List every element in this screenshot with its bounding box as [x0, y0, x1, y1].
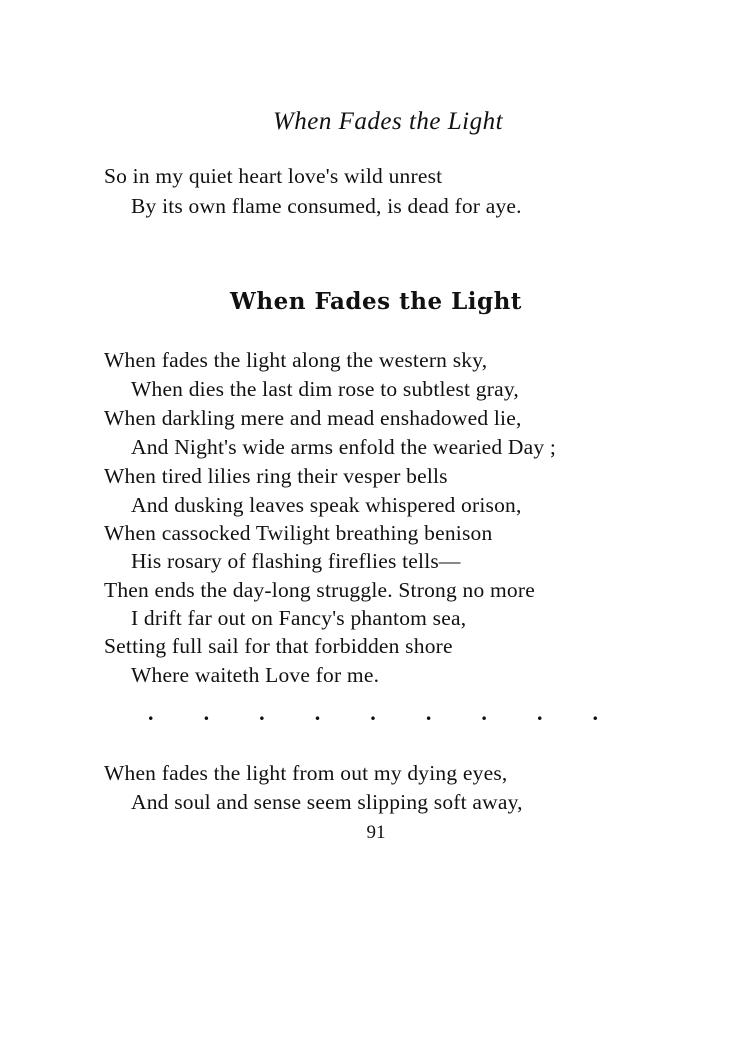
ellipsis-dot: .: [425, 700, 432, 725]
page-number: 91: [366, 822, 386, 843]
poem-line: And Night's wide arms enfold the wearied Day ;: [131, 435, 557, 459]
ellipsis-dot: .: [314, 700, 321, 725]
poem-line: When fades the light along the western sky,: [104, 348, 488, 372]
poem-line: When dies the last dim rose to subtlest gray,: [131, 377, 519, 401]
poem-line: His rosary of flashing fireflies tells—: [131, 549, 461, 573]
poem-line: Where waiteth Love for me.: [131, 663, 380, 687]
ellipsis-dot: .: [370, 700, 376, 725]
poem-line: When fades the light from out my dying eyes,: [104, 761, 508, 785]
ellipsis-dot: .: [203, 700, 210, 725]
ellipsis-dot: .: [592, 700, 598, 725]
poem-line: And soul and sense seem slipping soft away,: [131, 790, 523, 814]
poem-line: When darkling mere and mead enshadowed lie,: [104, 406, 522, 430]
ellipsis-dot: .: [259, 700, 265, 725]
running-head: When Fades the Light: [272, 108, 504, 135]
poem-line: When cassocked Twilight breathing benison: [104, 521, 493, 545]
ellipsis-dot: .: [481, 700, 487, 725]
poem-line: When tired lilies ring their vesper bells: [104, 464, 448, 488]
preceding-stanza-line: By its own flame consumed, is dead for aye.: [131, 194, 522, 218]
poem-title: When Fades the Light: [230, 288, 522, 315]
stanza-break-ellipsis: [148, 700, 598, 730]
poem-line: Setting full sail for that forbidden shore: [104, 634, 453, 658]
poem-line: I drift far out on Fancy's phantom sea,: [131, 606, 467, 630]
preceding-stanza-line: So in my quiet heart love's wild unrest: [104, 164, 443, 188]
poem-line: And dusking leaves speak whispered orison,: [131, 493, 522, 517]
poem-line: Then ends the day-long struggle. Strong no more: [104, 578, 535, 602]
ellipsis-dot: .: [148, 700, 154, 725]
ellipsis-dot: .: [536, 700, 543, 725]
